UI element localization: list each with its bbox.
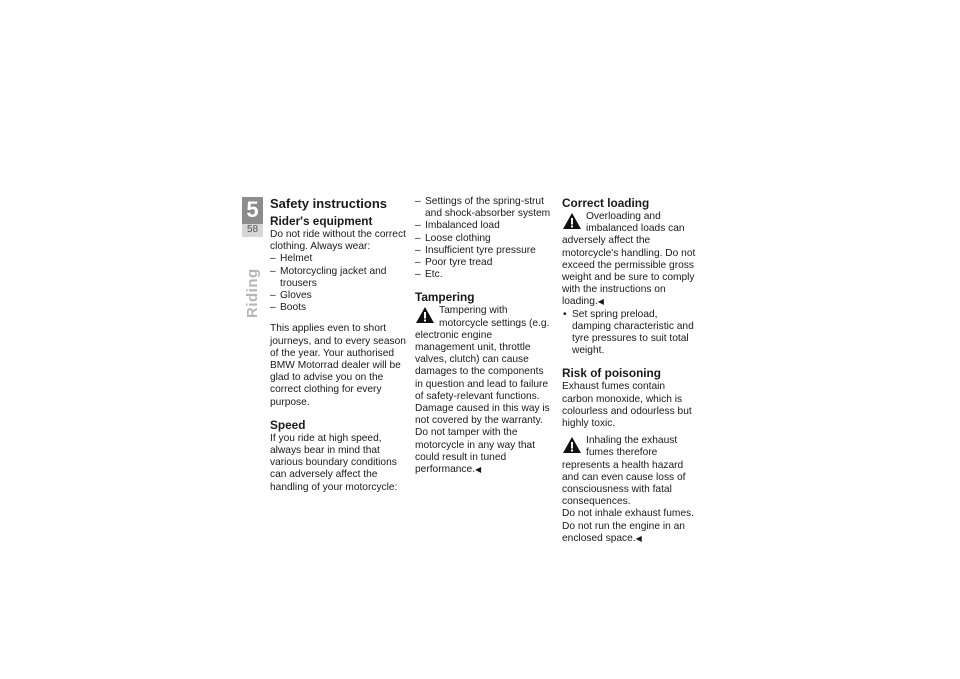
loading-warning <box>562 211 699 309</box>
list-item: – Imbalanced load <box>415 220 552 232</box>
list-item: – Motorcycling jacket and trousers <box>270 266 407 290</box>
end-triangle-icon: ◀ <box>597 297 604 307</box>
warning-triangle-icon <box>415 306 435 324</box>
tampering-warning <box>415 305 552 476</box>
list-item: • Set spring preload, damping characteristic and tyre pressures to suit total weight. <box>562 309 699 358</box>
riders-equipment-heading: Rider's equipment <box>270 214 373 228</box>
tampering-body: Tampering with motorcycle settings (e.g. electronic engine management unit, throttle valves, clutch) can cause damages to the components in question and lead to failure of safety-relevant functions. Damage caused in this way is not covered by the warranty. <box>415 305 550 427</box>
riders-equipment-intro: Do not ride without the correct clothing. Always wear: <box>270 229 406 253</box>
speed-conditions-list <box>415 196 552 281</box>
list-item: – Helmet <box>270 253 407 265</box>
poisoning-warning <box>562 435 699 545</box>
list-item: – Gloves <box>270 290 407 302</box>
chapter-number: 5 <box>242 197 263 224</box>
risk-of-poisoning-heading: Risk of poisoning <box>562 366 661 381</box>
list-item: – Settings of the spring-strut and shock-absorber system <box>415 196 552 220</box>
list-item: – Insufficient tyre pressure <box>415 245 552 257</box>
tampering-heading: Tampering <box>415 290 475 305</box>
warning-triangle-icon <box>562 212 582 230</box>
section-label: Riding <box>244 268 261 318</box>
tampering-body-2: Do not tamper with the motorcycle in any way that could result in tuned performance.◀ <box>415 427 536 476</box>
column-1 <box>270 196 407 494</box>
poisoning-intro: Exhaust fumes contain carbon monoxide, which is colourless and odourless but highly toxic. <box>562 381 692 430</box>
list-item: – Etc. <box>415 269 552 281</box>
page-title: Safety instructions <box>270 196 388 211</box>
list-item: – Boots <box>270 302 407 314</box>
end-triangle-icon: ◀ <box>475 465 482 475</box>
column-2 <box>415 196 552 476</box>
warning-triangle-icon <box>562 436 582 454</box>
chapter-tab <box>242 197 263 237</box>
poisoning-body: Inhaling the exhaust fumes therefore represents a health hazard and can even cause loss of consciousness with fatal consequences. <box>562 435 686 508</box>
correct-loading-heading: Correct loading <box>562 196 650 210</box>
list-item: – Loose clothing <box>415 233 552 245</box>
end-triangle-icon: ◀ <box>635 533 642 543</box>
speed-heading: Speed <box>270 417 306 432</box>
list-item: – Poor tyre tread <box>415 257 552 269</box>
poisoning-body-2: Do not inhale exhaust fumes. <box>562 508 694 520</box>
correct-loading-body: Overloading and imbalanced loads can adversely affect the motorcycle's handling. Do not exceed the permissible gross weight and be sure to comply with the instructions on loading.◀ <box>562 211 696 308</box>
column-3 <box>562 196 699 545</box>
loading-list <box>562 309 699 358</box>
poisoning-body-3: Do not run the engine in an enclosed space.◀ <box>562 520 685 544</box>
riders-equipment-body: This applies even to short journeys, and to every season of the year. Your authorised BMW Motorrad dealer will be glad to advise you on the correct clothing for every purpose. <box>270 323 406 408</box>
equipment-list <box>270 253 407 314</box>
speed-body: If you ride at high speed, always bear in mind that various boundary conditions can adversely affect the handling of your motorcycle: <box>270 432 398 493</box>
page-number: 58 <box>242 224 263 237</box>
